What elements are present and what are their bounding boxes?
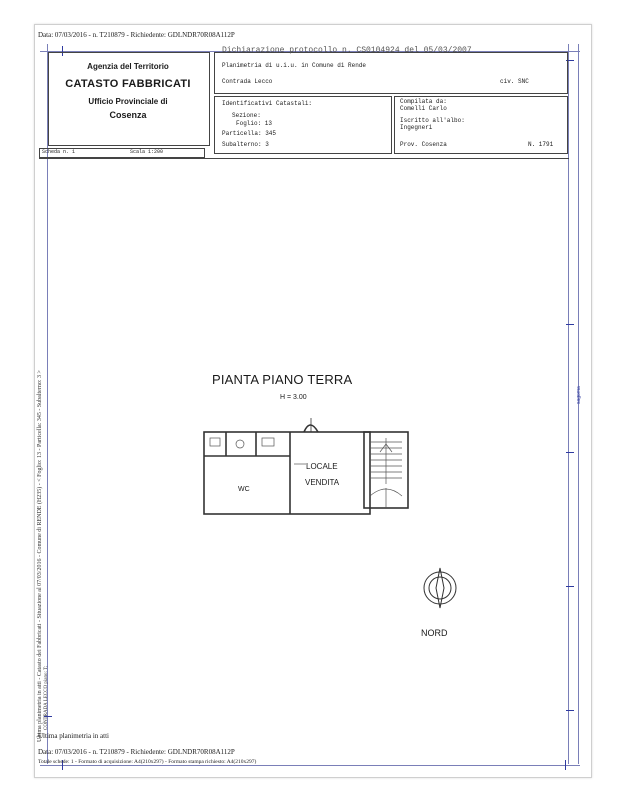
contrada-text: Contrada Lecco [222, 78, 273, 85]
particella-text: Particella: 345 [222, 130, 277, 137]
frame-right-line [568, 44, 569, 764]
scala-text: Scala 1:200 [130, 149, 164, 155]
protocol-box [214, 52, 568, 94]
wc-label: WC [238, 486, 250, 493]
dichiarazione-text: Dichiarazione protocollo n. CS0104924 del 05/03/2007 [222, 46, 472, 55]
compilata-line1: Compilata da: [400, 98, 447, 105]
compilata-line3: Iscritto all'albo: [400, 117, 465, 124]
agency-line4: Cosenza [109, 110, 147, 120]
compilata-line2: Comelli Carlo [400, 105, 447, 112]
north-arrow-icon [420, 566, 460, 610]
scheda-text: Scheda n. 1 [42, 149, 76, 155]
header-bottom-line [39, 158, 569, 159]
agency-line1: Agenzia del Territorio [87, 62, 169, 71]
plan-height: H = 3.00 [280, 394, 307, 401]
footer-line1: Ultima planimetria in atti [38, 732, 109, 740]
agency-line2: CATASTO FABBRICATI [65, 78, 191, 90]
footer-line2: Data: 07/03/2016 - n. T210879 - Richiedente: GDLNDR70R08A112P [38, 748, 235, 756]
side-left-text: Ultima planimetria in atti - Catasto dei Fabbricati - Situazione al 07/03/2016 - Comune di RENDE (H235) - < Foglio: 13 - Particella: 345 - Subalterno: 3 > [37, 370, 43, 742]
nord-label: NORD [421, 628, 448, 638]
vendita-label: VENDITA [305, 478, 340, 487]
tick-mark [566, 710, 574, 711]
sezione-text: Sezione: [232, 112, 261, 119]
floor-plan-drawing [196, 412, 414, 524]
tick-mark [566, 452, 574, 453]
compilata-num: N. 1791 [528, 141, 554, 148]
identificativi-title: Identificativi Catastali: [222, 100, 313, 107]
planimetria-line: Planimetria di u.i.u. in Comune di Rende [222, 62, 367, 69]
civ-text: civ. SNC [500, 78, 529, 85]
agency-line3: Ufficio Provinciale di [88, 97, 168, 106]
side-left-text2: CONTRADA LECCO piano: T; [44, 665, 49, 730]
footer-line3: Totale schede: 1 - Formato di acquisizione: A4(210x297) - Formato stampa richiesto: A4(210x297) [38, 759, 257, 765]
tick-mark [566, 324, 574, 325]
tick-mark [566, 586, 574, 587]
foglio-text: Foglio: 13 [236, 120, 273, 127]
tick-mark [565, 760, 566, 770]
frame-bottom-line [40, 765, 580, 766]
compilata-line4: Ingegneri [400, 124, 433, 131]
compilata-prov: Prov. Cosenza [400, 141, 447, 148]
frame-right-outer-line [578, 44, 579, 764]
plan-title: PIANTA PIANO TERRA [212, 372, 353, 387]
locale-label: LOCALE [306, 462, 338, 471]
header-line: Data: 07/03/2016 - n. T210879 - Richiedente: GDLNDR70R08A112P [38, 31, 235, 39]
subalterno-text: Subalterno: 3 [222, 141, 269, 148]
side-right-text: sagoma [576, 386, 582, 404]
